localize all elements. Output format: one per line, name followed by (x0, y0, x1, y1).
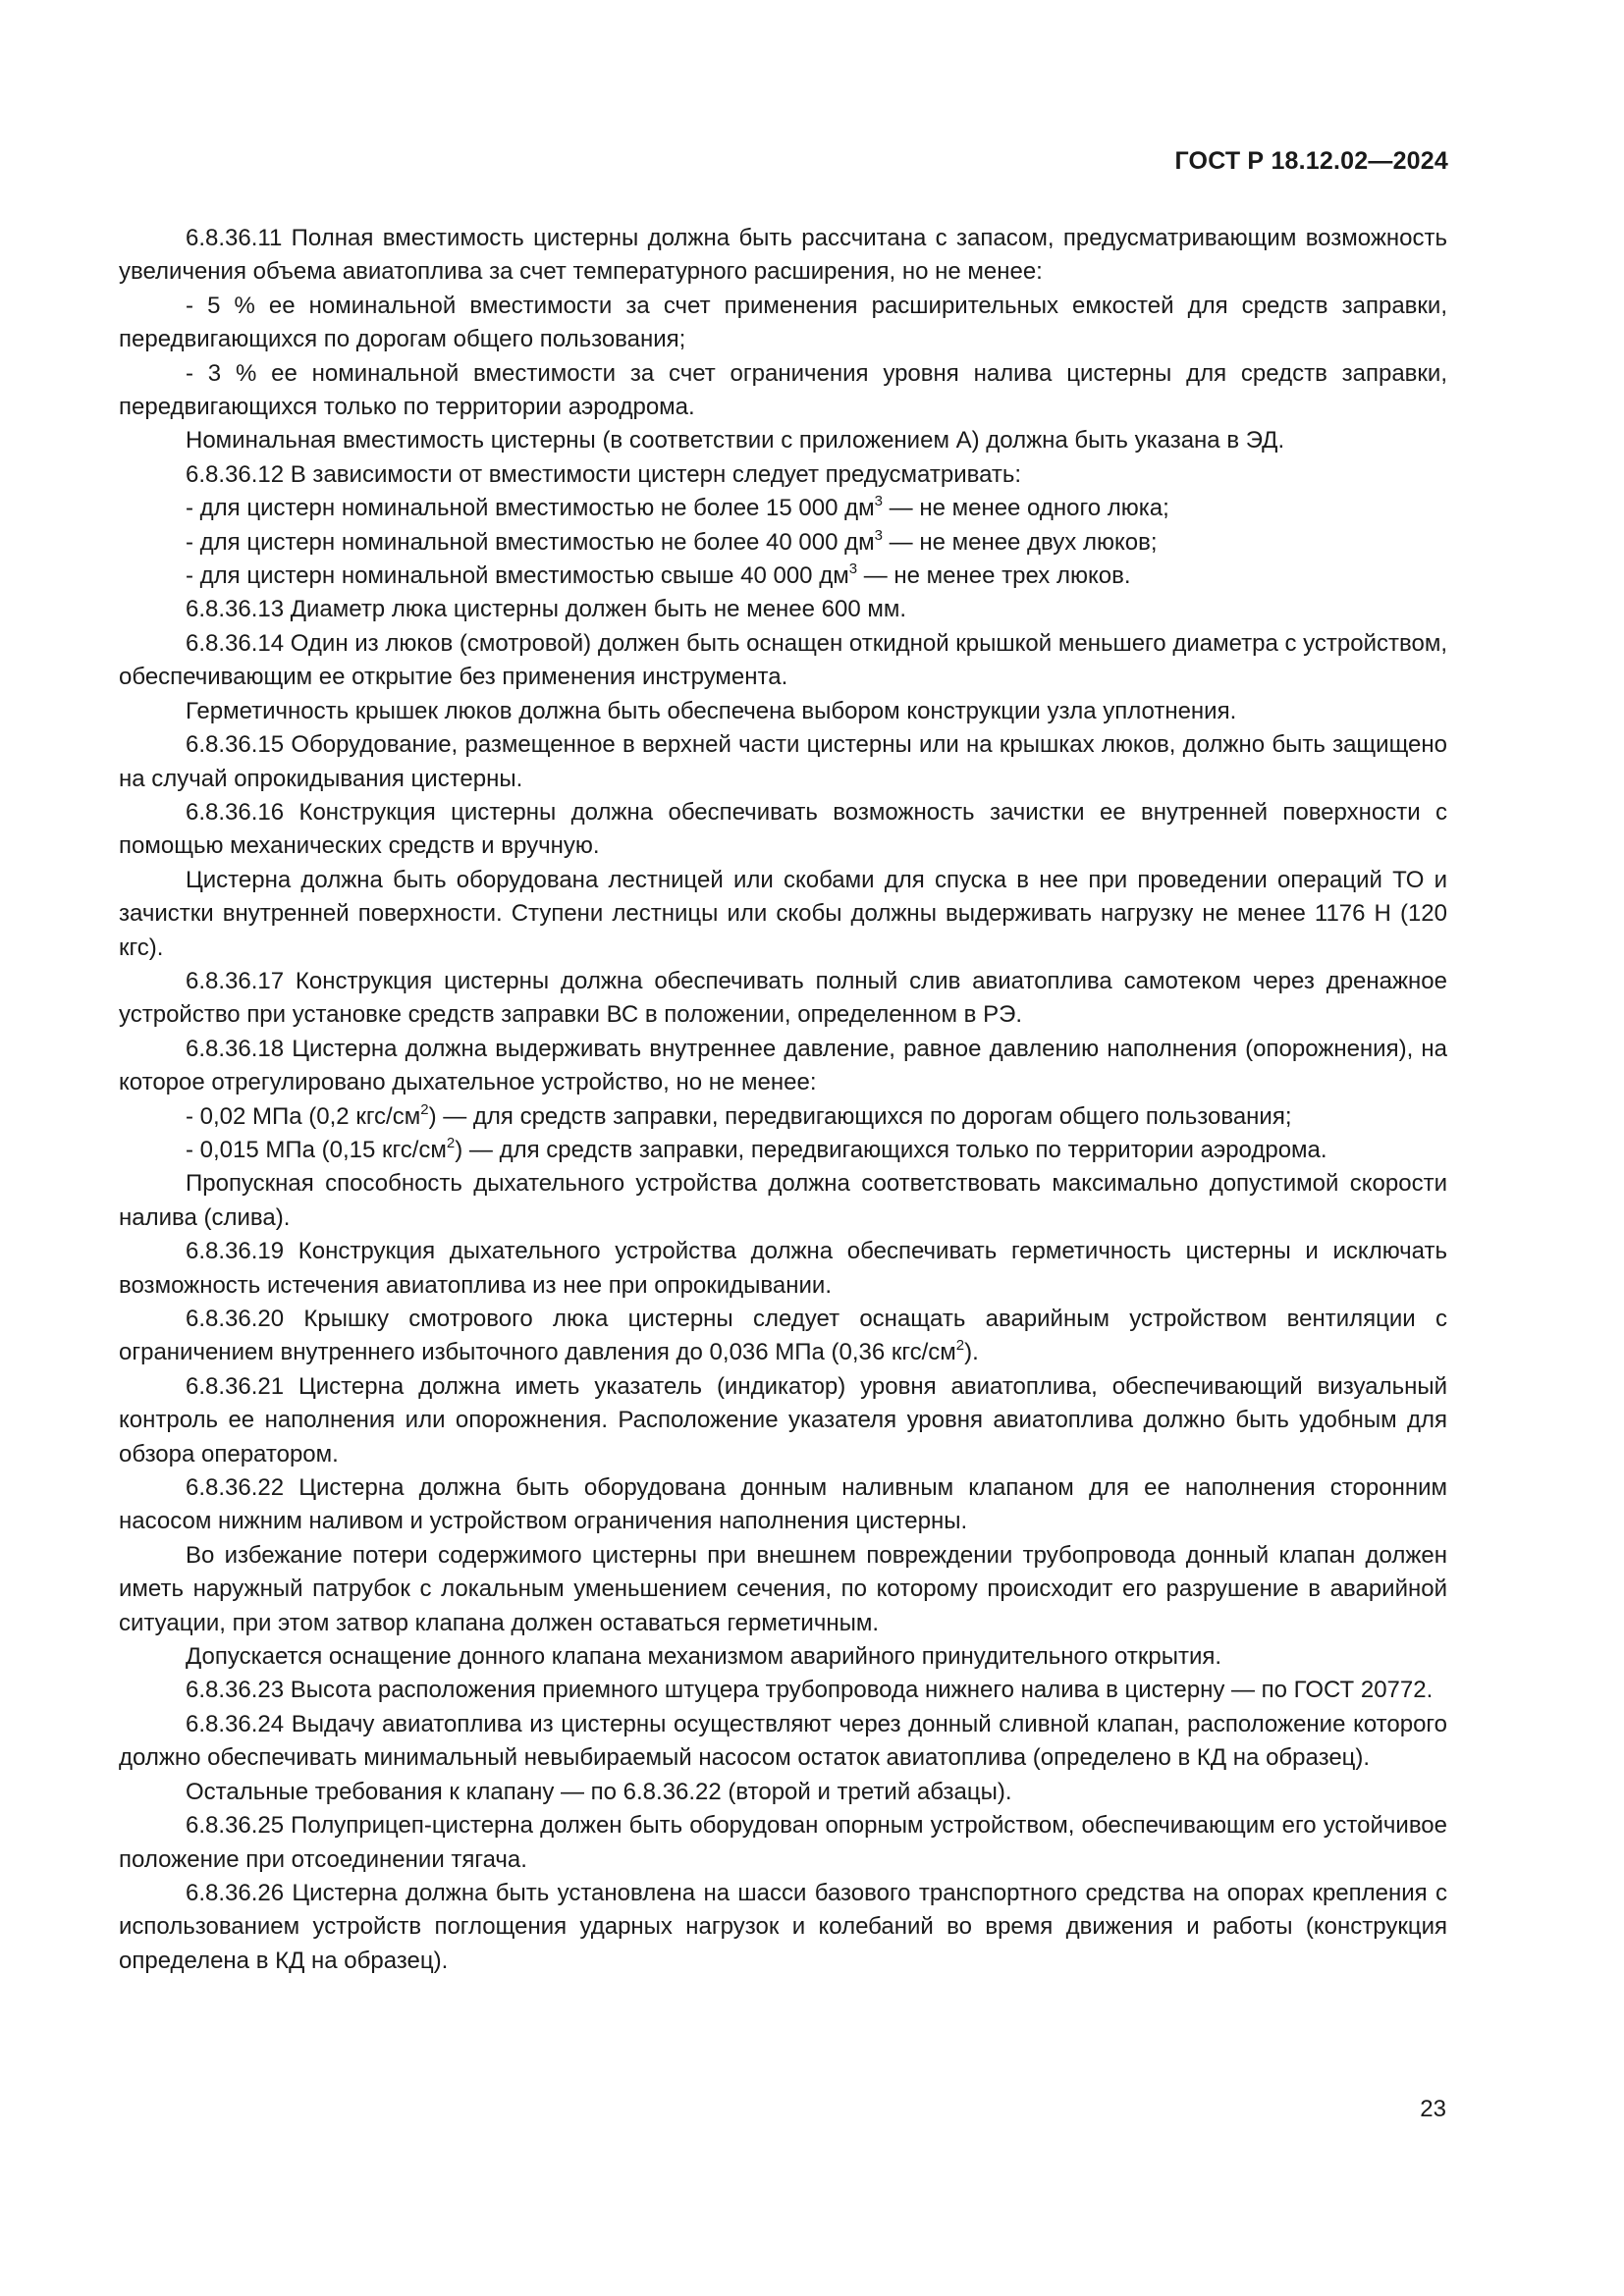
paragraph-6-8-36-25: 6.8.36.25 Полуприцеп-цистерна должен быть оборудован опорным устройством, обеспечивающим его устойчивое положение при отсоединении тягача. (119, 1812, 1447, 1873)
list-item-40000-text: - для цистерн номинальной вместимостью не более 40 000 дм (186, 528, 875, 556)
list-item-0-02-tail: ) — для средств заправки, передвигающихся по дорогам общего пользования; (428, 1102, 1292, 1130)
paragraph-breathing-capacity: Пропускная способность дыхательного устройства должна соответствовать максимально допустимой скорости налива (слива). (119, 1170, 1447, 1231)
list-item-0-02-text: - 0,02 МПа (0,2 кгс/см (186, 1102, 421, 1130)
paragraph-6-8-36-23: 6.8.36.23 Высота расположения приемного штуцера трубопровода нижнего налива в цистерну — по ГОСТ 20772. (186, 1677, 1434, 1704)
list-item-over-40000-text: - для цистерн номинальной вместимостью свыше 40 000 дм (186, 562, 849, 590)
paragraph-6-8-36-24: 6.8.36.24 Выдачу авиатоплива из цистерны осуществляют через донный сливной клапан, расположение которого должно обеспечивать минимальный невыбираемый насосом остаток авиатоплива (определено в КД на образец). (119, 1710, 1447, 1772)
paragraph-6-8-36-14: 6.8.36.14 Один из люков (смотровой) должен быть оснащен откидной крышкой меньшего диаметра с устройством, обеспечивающим ее открытие без применения инструмента. (119, 629, 1447, 691)
list-item-40000 (119, 526, 1447, 560)
superscript-2: 2 (446, 1134, 456, 1151)
paragraph-6-8-36-17: 6.8.36.17 Конструкция цистерны должна обеспечивать полный слив авиатоплива самотеком через дренажное устройство при установке средств заправки ВС в положении, определенном в РЭ. (119, 967, 1447, 1029)
list-item-0-015-mpa (119, 1134, 1447, 1167)
superscript-2: 2 (955, 1337, 965, 1355)
paragraph-bottom-valve-damage: Во избежание потери содержимого цистерны при внешнем повреждении трубопровода донный клапан должен иметь наружный патрубок с локальным уменьшением сечения, по которому происходит его разрушение в аварийной ситуации, при этом затвор клапана должен оставаться герметичным. (119, 1541, 1447, 1636)
paragraph-nominal-capacity: Номинальная вместимость цистерны (в соответствии с приложением А) должна быть указана в ЭД. (186, 427, 1285, 454)
paragraph-other-valve-requirements: Остальные требования к клапану — по 6.8.36.22 (второй и третий абзацы). (186, 1778, 1012, 1805)
superscript-3: 3 (874, 526, 883, 544)
list-item-over-40000-tail: — не менее трех люков. (857, 562, 1131, 590)
list-item-0-015-text: - 0,015 МПа (0,15 кгс/см (186, 1136, 447, 1163)
paragraph-6-8-36-16: 6.8.36.16 Конструкция цистерны должна обеспечивать возможность зачистки ее внутренней поверхности с помощью механических средств и вручную. (119, 798, 1447, 860)
list-item-0-015-tail: ) — для средств заправки, передвигающихся только по территории аэродрома. (455, 1136, 1327, 1163)
paragraph-6-8-36-19: 6.8.36.19 Конструкция дыхательного устройства должна обеспечивать герметичность цистерны и исключать возможность истечения авиатоплива из нее при опрокидывании. (119, 1238, 1447, 1299)
list-item-15000 (119, 492, 1447, 525)
standard-header: ГОСТ Р 18.12.02—2024 (1174, 147, 1448, 175)
superscript-3: 3 (874, 493, 883, 510)
list-item-5-percent: - 5 % ее номинальной вместимости за счет применения расширительных емкостей для средств заправки, передвигающихся по дорогам общего пользования; (119, 292, 1447, 353)
paragraph-6-8-36-11: 6.8.36.11 Полная вместимость цистерны должна быть рассчитана с запасом, предусматривающим возможность увеличения объема авиатоплива за счет температурного расширения, но не менее: (119, 225, 1447, 286)
paragraph-6-8-36-12: 6.8.36.12 В зависимости от вместимости цистерн следует предусматривать: (186, 460, 1022, 488)
paragraph-6-8-36-21: 6.8.36.21 Цистерна должна иметь указатель (индикатор) уровня авиатоплива, обеспечивающий визуальный контроль ее наполнения или опорожнения. Расположение указателя уровня авиатоплива должно быть удобным для обзора оператором. (119, 1372, 1447, 1468)
paragraph-emergency-opening: Допускается оснащение донного клапана механизмом аварийного принудительного открытия. (186, 1643, 1222, 1671)
paragraph-6-8-36-26: 6.8.36.26 Цистерна должна быть установлена на шасси базового транспортного средства на опорах крепления с использованием устройств поглощения ударных нагрузок и колебаний во время движения и работы (конструкция определена в КД на образец). (119, 1879, 1447, 1974)
list-item-0-02-mpa (119, 1100, 1447, 1134)
page-number: 23 (1420, 2096, 1446, 2122)
document-body (119, 222, 1447, 1978)
list-item-40000-tail: — не менее двух люков; (882, 528, 1158, 556)
paragraph-6-8-36-22: 6.8.36.22 Цистерна должна быть оборудована донным наливным клапаном для ее наполнения сторонним насосом нижним наливом и устройством ограничения наполнения цистерны. (119, 1474, 1447, 1535)
paragraph-6-8-36-20 (119, 1303, 1447, 1370)
list-item-15000-text: - для цистерн номинальной вместимостью не более 15 000 дм (186, 495, 875, 522)
list-item-3-percent: - 3 % ее номинальной вместимости за счет ограничения уровня налива цистерны для средств заправки, передвигающихся только по территории аэродрома. (119, 359, 1447, 421)
list-item-over-40000 (119, 560, 1447, 593)
paragraph-6-8-36-20-tail: ). (964, 1339, 979, 1366)
paragraph-hatch-sealing: Герметичность крышек люков должна быть обеспечена выбором конструкции узла уплотнения. (186, 697, 1237, 724)
paragraph-6-8-36-18: 6.8.36.18 Цистерна должна выдерживать внутреннее давление, равное давлению наполнения (опорожнения), на которое отрегулировано дыхательное устройство, но не менее: (119, 1035, 1447, 1096)
paragraph-6-8-36-15: 6.8.36.15 Оборудование, размещенное в верхней части цистерны или на крышках люков, должно быть защищено на случай опрокидывания цистерны. (119, 731, 1447, 792)
superscript-3: 3 (848, 561, 858, 578)
paragraph-6-8-36-13: 6.8.36.13 Диаметр люка цистерны должен быть не менее 600 мм. (186, 596, 907, 623)
superscript-2: 2 (420, 1100, 429, 1118)
list-item-15000-tail: — не менее одного люка; (882, 495, 1169, 522)
paragraph-6-8-36-20-text: 6.8.36.20 Крышку смотрового люка цистерны следует оснащать аварийным устройством вентиляции с ограничением внутреннего избыточного давления до 0,036 МПа (0,36 кгс/см (119, 1306, 1447, 1366)
paragraph-ladder: Цистерна должна быть оборудована лестницей или скобами для спуска в нее при проведении операций ТО и зачистки внутренней поверхности. Ступени лестницы или скобы должны выдерживать нагрузку не менее 1176 Н (120 кгс). (119, 866, 1447, 961)
